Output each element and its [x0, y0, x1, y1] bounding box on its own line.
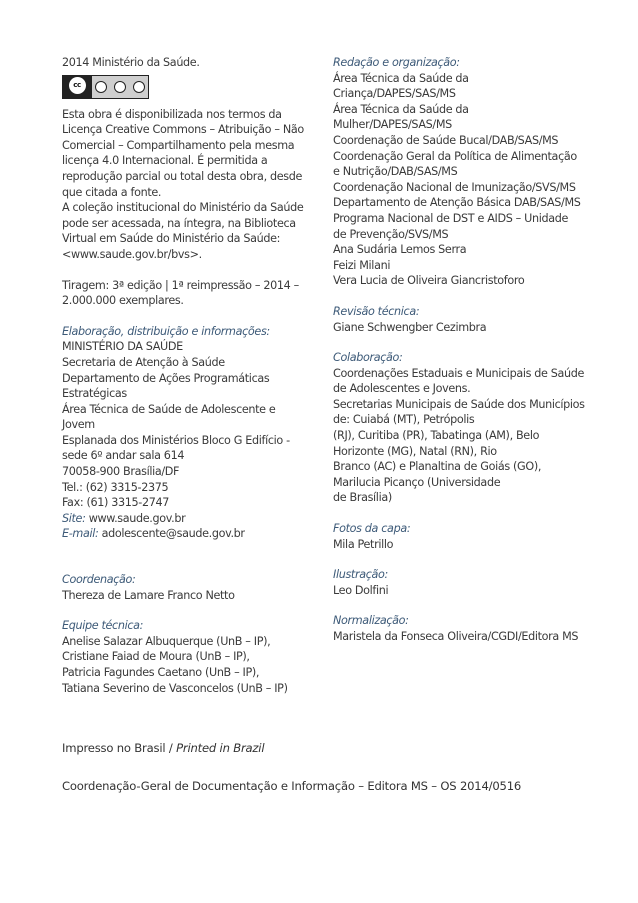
redacao-block [333, 55, 593, 289]
section-heading: Ilustração: [333, 568, 388, 582]
text-line: Área Técnica de Saúde de Adolescente e [62, 402, 276, 416]
normalizacao-block [333, 613, 593, 644]
text-line: Branco (AC) e Planaltina de Goiás (GO), [333, 460, 542, 474]
text-line: Maristela da Fonseca Oliveira/CGDI/Editora MS [333, 630, 579, 643]
text-line: licença 4.0 Internacional. É permitida a [62, 154, 268, 168]
text-line: Área Técnica da Saúde da [333, 102, 469, 116]
printed-pt: Impresso no Brasil / [62, 741, 177, 755]
text-line: A coleção institucional do Ministério da Saúde [62, 201, 304, 215]
text-line: Giane Schwengber Cezimbra [333, 320, 487, 334]
copyright-line: 2014 Ministério da Saúde. [62, 56, 200, 69]
site-label: Site: [62, 511, 86, 525]
section-heading: Elaboração, distribuição e informações: [62, 324, 270, 338]
section-heading: Equipe técnica: [62, 619, 144, 633]
text-line: Cristiane Faiad de Moura (UnB – IP), [62, 650, 250, 664]
text-line: Tel.: (62) 3315-2375 [62, 480, 169, 494]
text-line: Patricia Fagundes Caetano (UnB – IP), [62, 666, 260, 679]
sharealike-icon [133, 81, 145, 93]
section-heading: Normalização: [333, 614, 409, 628]
text-line: Virtual em Saúde do Ministério da Saúde: [62, 232, 281, 246]
section-heading: Redação e organização: [333, 56, 460, 69]
elaboracao-block [62, 324, 308, 542]
text-line: Marilucia Picanço (Universidade [333, 475, 501, 489]
text-line: e Nutrição/DAB/SAS/MS [333, 165, 458, 179]
noncommercial-icon [114, 81, 126, 93]
text-line: Tiragem: 3ª edição | 1ª reimpressão – 2014 – [62, 278, 299, 292]
printed-in-line [62, 741, 264, 755]
text-line: <www.saude.gov.br/bvs>. [62, 247, 202, 261]
text-line: Criança/DAPES/SAS/MS [333, 87, 456, 101]
text-line: pode ser acessada, na íntegra, na Biblioteca [62, 216, 296, 230]
email-line [62, 526, 308, 542]
text-line: Leo Dolfini [333, 583, 389, 597]
text-line: 70058-900 Brasília/DF [62, 465, 180, 479]
text-line: Coordenação Geral da Política de Alimentação [333, 149, 577, 163]
email-label: E-mail: [62, 527, 99, 541]
text-line: Programa Nacional de DST e AIDS – Unidade [333, 211, 568, 225]
text-line: Coordenação Nacional de Imunização/SVS/MS [333, 180, 576, 194]
text-line: Horizonte (MG), Natal (RN), Rio [333, 444, 497, 458]
text-line: MINISTÉRIO DA SAÚDE [62, 340, 183, 354]
printed-en: Printed in Brazil [176, 741, 265, 755]
right-column [333, 55, 593, 645]
text-line: que citada a fonte. [62, 185, 162, 199]
text-line: Comercial – Compartilhamento pela mesma [62, 138, 295, 152]
license-text [62, 107, 308, 263]
text-line: 2.000.000 exemplares. [62, 294, 184, 308]
text-line: Vera Lucia de Oliveira Giancristoforo [333, 274, 525, 288]
text-line: Ana Sudária Lemos Serra [333, 243, 467, 257]
colaboracao-block [333, 350, 593, 506]
text-line: Jovem [62, 418, 95, 432]
text-line: Departamento de Atenção Básica DAB/SAS/MS [333, 196, 581, 210]
text-line: de Adolescentes e Jovens. [333, 382, 471, 396]
text-line: Departamento de Ações Programáticas [62, 371, 270, 385]
text-line: Estratégicas [62, 387, 127, 401]
left-column [62, 55, 308, 696]
cc-logo-icon: cc [63, 76, 91, 96]
fotos-block [333, 521, 593, 552]
section-heading: Coordenação: [62, 573, 136, 587]
text-line: Coordenações Estaduais e Municipais de Saúde [333, 366, 585, 380]
text-line: Mulher/DAPES/SAS/MS [333, 118, 452, 132]
site-link[interactable]: www.saude.gov.br [85, 511, 186, 525]
text-line: de Prevenção/SVS/MS [333, 227, 449, 241]
text-line: (RJ), Curitiba (PR), Tabatinga (AM), Belo [333, 429, 540, 443]
by-icon [95, 81, 107, 93]
text-line: Feizi Milani [333, 258, 391, 272]
text-line: Anelise Salazar Albuquerque (UnB – IP), [62, 634, 271, 648]
text-line: Licença Creative Commons – Atribuição – Não [62, 123, 304, 137]
revisao-block [333, 304, 593, 335]
text-line: Thereza de Lamare Franco Netto [62, 588, 235, 602]
text-line: Tatiana Severino de Vasconcelos (UnB – IP) [62, 681, 288, 695]
site-line [62, 511, 308, 527]
tiragem-block [62, 278, 308, 309]
text-line: de Brasília) [333, 491, 392, 505]
text-line: Esplanada dos Ministérios Bloco G Edifício - [62, 433, 290, 447]
text-line: Esta obra é disponibilizada nos termos da [62, 107, 282, 121]
equipe-block [62, 618, 308, 696]
text-line: sede 6º andar sala 614 [62, 449, 185, 463]
text-line: Área Técnica da Saúde da [333, 71, 469, 85]
text-line: Secretaria de Atenção à Saúde [62, 355, 225, 369]
section-heading: Revisão técnica: [333, 304, 420, 318]
publisher-line: Coordenação-Geral de Documentação e Informação – Editora MS – OS 2014/0516 [62, 779, 522, 793]
text-line: Mila Petrillo [333, 537, 394, 551]
text-line: Secretarias Municipais de Saúde dos Municípios [333, 397, 585, 411]
text-line: Coordenação de Saúde Bucal/DAB/SAS/MS [333, 133, 559, 147]
text-line: reprodução parcial ou total desta obra, desde [62, 169, 303, 183]
section-heading: Fotos da capa: [333, 522, 411, 536]
text-line: Fax: (61) 3315-2747 [62, 496, 170, 510]
creative-commons-badge [62, 75, 149, 99]
section-heading: Colaboração: [333, 351, 403, 365]
ilustracao-block [333, 567, 593, 598]
email-link[interactable]: adolescente@saude.gov.br [98, 527, 245, 541]
coordenacao-block [62, 572, 308, 603]
text-line: de: Cuiabá (MT), Petrópolis [333, 413, 475, 427]
